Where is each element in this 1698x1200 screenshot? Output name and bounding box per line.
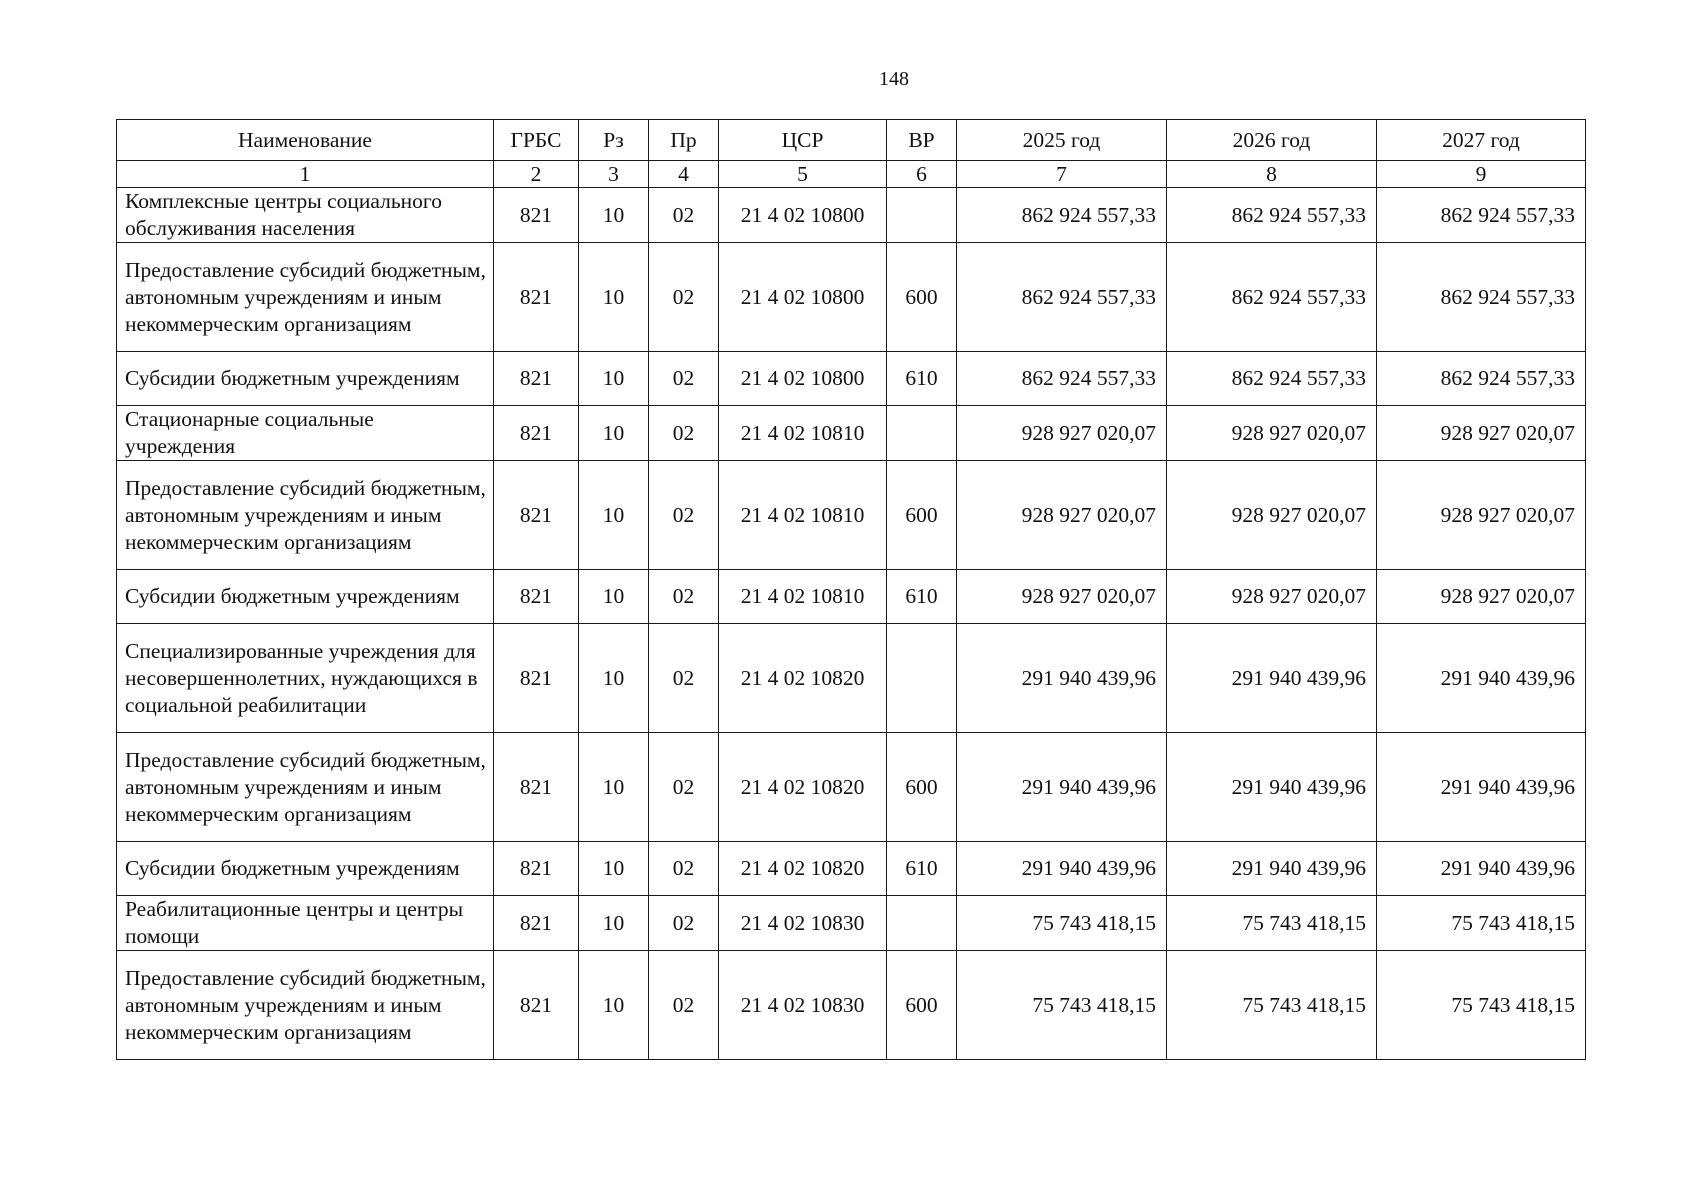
row-name: Стационарные социальные учреждения [117, 406, 494, 461]
table-row [117, 461, 1586, 570]
row-vr [887, 188, 957, 243]
row-pr: 02 [649, 243, 719, 352]
row-grbs: 821 [494, 406, 579, 461]
row-name: Комплексные центры социального обслуживания населения [117, 188, 494, 243]
table-row [117, 951, 1586, 1060]
column-number: 8 [1167, 161, 1377, 188]
row-csr: 21 4 02 10810 [719, 461, 887, 570]
table-row [117, 406, 1586, 461]
row-vr [887, 406, 957, 461]
row-rz: 10 [579, 188, 649, 243]
table-row [117, 733, 1586, 842]
row-rz: 10 [579, 896, 649, 951]
row-amount-2025: 75 743 418,15 [957, 951, 1167, 1060]
table-row [117, 570, 1586, 624]
row-vr: 600 [887, 951, 957, 1060]
row-amount-2027: 862 924 557,33 [1377, 243, 1586, 352]
row-amount-2026: 862 924 557,33 [1167, 243, 1377, 352]
row-amount-2025: 862 924 557,33 [957, 243, 1167, 352]
row-amount-2027: 928 927 020,07 [1377, 406, 1586, 461]
column-header: Наименование [117, 120, 494, 161]
column-header: Рз [579, 120, 649, 161]
row-pr: 02 [649, 842, 719, 896]
row-amount-2026: 862 924 557,33 [1167, 352, 1377, 406]
row-amount-2027: 928 927 020,07 [1377, 570, 1586, 624]
table-row [117, 624, 1586, 733]
column-number: 3 [579, 161, 649, 188]
row-amount-2025: 291 940 439,96 [957, 624, 1167, 733]
row-amount-2026: 928 927 020,07 [1167, 406, 1377, 461]
column-number: 2 [494, 161, 579, 188]
row-csr: 21 4 02 10830 [719, 896, 887, 951]
row-amount-2026: 862 924 557,33 [1167, 188, 1377, 243]
row-vr: 600 [887, 461, 957, 570]
row-rz: 10 [579, 570, 649, 624]
row-amount-2027: 291 940 439,96 [1377, 842, 1586, 896]
table-row [117, 352, 1586, 406]
row-grbs: 821 [494, 951, 579, 1060]
row-vr: 610 [887, 352, 957, 406]
row-grbs: 821 [494, 842, 579, 896]
table-row [117, 188, 1586, 243]
row-pr: 02 [649, 570, 719, 624]
row-amount-2027: 928 927 020,07 [1377, 461, 1586, 570]
row-vr [887, 896, 957, 951]
row-amount-2026: 928 927 020,07 [1167, 461, 1377, 570]
row-amount-2025: 862 924 557,33 [957, 188, 1167, 243]
row-grbs: 821 [494, 461, 579, 570]
row-rz: 10 [579, 406, 649, 461]
row-amount-2026: 291 940 439,96 [1167, 624, 1377, 733]
row-csr: 21 4 02 10800 [719, 188, 887, 243]
row-amount-2027: 291 940 439,96 [1377, 733, 1586, 842]
row-vr: 600 [887, 733, 957, 842]
row-rz: 10 [579, 352, 649, 406]
row-grbs: 821 [494, 733, 579, 842]
budget-table [116, 119, 1586, 1060]
row-pr: 02 [649, 352, 719, 406]
row-amount-2026: 928 927 020,07 [1167, 570, 1377, 624]
row-pr: 02 [649, 188, 719, 243]
column-header: ЦСР [719, 120, 887, 161]
row-rz: 10 [579, 624, 649, 733]
column-number: 7 [957, 161, 1167, 188]
row-grbs: 821 [494, 188, 579, 243]
row-csr: 21 4 02 10810 [719, 570, 887, 624]
row-rz: 10 [579, 243, 649, 352]
row-amount-2025: 928 927 020,07 [957, 570, 1167, 624]
row-name: Субсидии бюджетным учреждениям [117, 842, 494, 896]
row-amount-2027: 862 924 557,33 [1377, 352, 1586, 406]
column-number: 9 [1377, 161, 1586, 188]
row-amount-2025: 291 940 439,96 [957, 842, 1167, 896]
row-vr: 610 [887, 570, 957, 624]
row-csr: 21 4 02 10810 [719, 406, 887, 461]
row-csr: 21 4 02 10830 [719, 951, 887, 1060]
table-row [117, 842, 1586, 896]
row-grbs: 821 [494, 624, 579, 733]
column-header: 2027 год [1377, 120, 1586, 161]
row-name: Субсидии бюджетным учреждениям [117, 570, 494, 624]
column-number: 4 [649, 161, 719, 188]
column-number-row [117, 161, 1586, 188]
row-amount-2027: 75 743 418,15 [1377, 951, 1586, 1060]
row-pr: 02 [649, 733, 719, 842]
table-row [117, 896, 1586, 951]
row-amount-2026: 291 940 439,96 [1167, 842, 1377, 896]
row-amount-2025: 291 940 439,96 [957, 733, 1167, 842]
row-csr: 21 4 02 10820 [719, 624, 887, 733]
row-name: Предоставление субсидий бюджетным, автономным учреждениям и иным некоммерческим организациям [117, 951, 494, 1060]
page-number: 148 [879, 68, 909, 90]
row-rz: 10 [579, 951, 649, 1060]
row-csr: 21 4 02 10800 [719, 243, 887, 352]
row-name: Субсидии бюджетным учреждениям [117, 352, 494, 406]
row-name: Предоставление субсидий бюджетным, автономным учреждениям и иным некоммерческим организациям [117, 243, 494, 352]
row-name: Специализированные учреждения для несовершеннолетних, нуждающихся в социальной реабилитации [117, 624, 494, 733]
table-header-row [117, 120, 1586, 161]
row-grbs: 821 [494, 896, 579, 951]
row-grbs: 821 [494, 243, 579, 352]
column-number: 5 [719, 161, 887, 188]
row-rz: 10 [579, 842, 649, 896]
row-csr: 21 4 02 10820 [719, 733, 887, 842]
row-amount-2026: 75 743 418,15 [1167, 951, 1377, 1060]
column-number: 1 [117, 161, 494, 188]
row-rz: 10 [579, 461, 649, 570]
row-pr: 02 [649, 624, 719, 733]
row-rz: 10 [579, 733, 649, 842]
row-amount-2025: 928 927 020,07 [957, 406, 1167, 461]
row-amount-2025: 862 924 557,33 [957, 352, 1167, 406]
column-header: 2026 год [1167, 120, 1377, 161]
column-header: ВР [887, 120, 957, 161]
row-pr: 02 [649, 406, 719, 461]
row-csr: 21 4 02 10820 [719, 842, 887, 896]
row-vr [887, 624, 957, 733]
column-header: ГРБС [494, 120, 579, 161]
row-amount-2025: 75 743 418,15 [957, 896, 1167, 951]
row-pr: 02 [649, 896, 719, 951]
table-row [117, 243, 1586, 352]
row-amount-2027: 75 743 418,15 [1377, 896, 1586, 951]
row-amount-2027: 291 940 439,96 [1377, 624, 1586, 733]
column-header: Пр [649, 120, 719, 161]
row-name: Реабилитационные центры и центры помощи [117, 896, 494, 951]
row-pr: 02 [649, 951, 719, 1060]
row-vr: 610 [887, 842, 957, 896]
row-grbs: 821 [494, 352, 579, 406]
row-amount-2025: 928 927 020,07 [957, 461, 1167, 570]
row-amount-2026: 291 940 439,96 [1167, 733, 1377, 842]
column-number: 6 [887, 161, 957, 188]
row-vr: 600 [887, 243, 957, 352]
column-header: 2025 год [957, 120, 1167, 161]
row-pr: 02 [649, 461, 719, 570]
row-name: Предоставление субсидий бюджетным, автономным учреждениям и иным некоммерческим организациям [117, 733, 494, 842]
row-amount-2026: 75 743 418,15 [1167, 896, 1377, 951]
row-name: Предоставление субсидий бюджетным, автономным учреждениям и иным некоммерческим организациям [117, 461, 494, 570]
row-csr: 21 4 02 10800 [719, 352, 887, 406]
row-amount-2027: 862 924 557,33 [1377, 188, 1586, 243]
row-grbs: 821 [494, 570, 579, 624]
